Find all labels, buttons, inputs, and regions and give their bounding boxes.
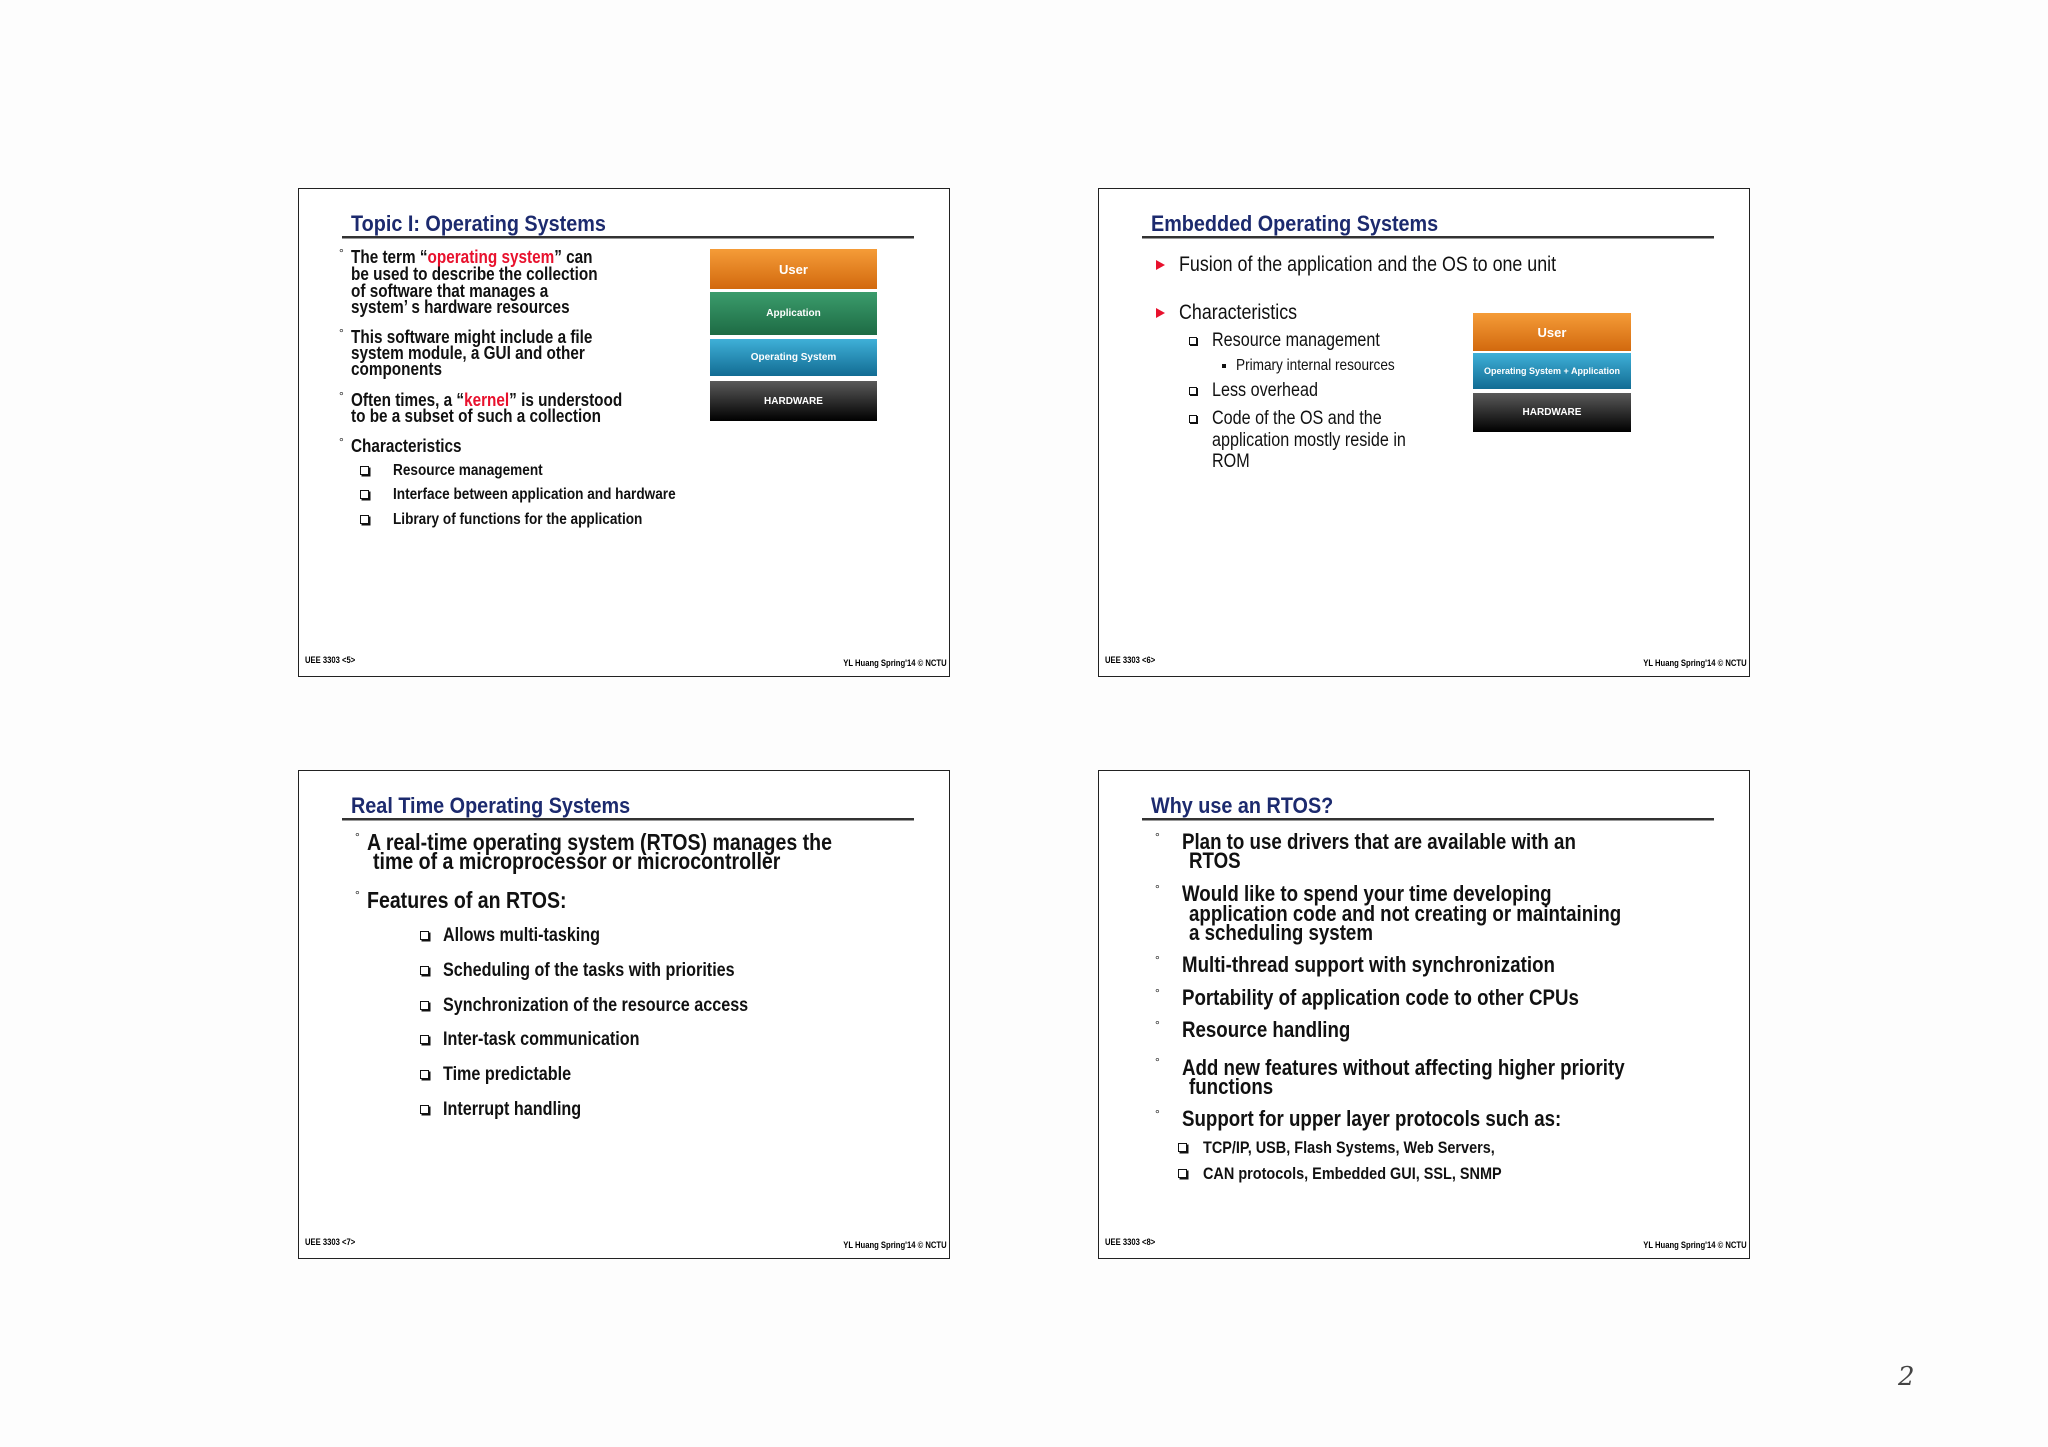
stack-layer-application: Application [710,292,877,335]
slide-footer-author: YL Huang Spring'14 © NCTU [843,1240,947,1250]
feature-item: Scheduling of the tasks with priorities [443,960,735,981]
bullet-line: Features of an RTOS: [367,887,567,913]
bullet-icon: ° [1155,1018,1160,1032]
sub-bullet: Less overhead [1212,380,1318,401]
sub-bullet: Library of functions for the application [393,511,643,528]
title-rule [1142,818,1714,821]
triangle-bullet-icon [1156,260,1165,270]
bullet-line: Resource handling [1182,1017,1351,1042]
stack-layer-os-application: Operating System + Application [1473,353,1631,389]
bullet-line: of software that manages a [351,281,549,301]
slide-footer-author: YL Huang Spring'14 © NCTU [1643,1240,1747,1250]
stack-layer-hardware: HARDWARE [710,381,877,421]
slide-footer-course: UEE 3303 <7> [305,1237,356,1247]
bullet-line: Characteristics [1179,301,1298,324]
sub-bullet: Resource management [1212,330,1380,351]
bullet-line: Characteristics [351,436,462,456]
stack-layer-user: User [710,249,877,289]
feature-item: Interrupt handling [443,1099,582,1120]
slide-footer-author: YL Huang Spring'14 © NCTU [1643,658,1747,668]
bullet-icon: ° [1155,986,1160,1000]
slide-footer-course: UEE 3303 <5> [305,655,356,665]
sub-bullet: Interface between application and hardware [393,486,676,503]
bullet-line: be used to describe the collection [351,264,598,284]
bullet-line: system’ s hardware resources [351,297,570,317]
bullet-line: Portability of application code to other CPUs [1182,985,1579,1010]
title-rule [342,236,914,239]
bullet-line: Often times, a “kernel” is understood [351,390,623,410]
slide-real-time-operating-systems [298,770,950,1259]
checkbox-bullet-icon [420,1001,429,1010]
sub-bullet: Resource management [393,462,543,479]
feature-item: Inter-task communication [443,1029,640,1050]
bullet-line: Add new features without affecting higher priority [1182,1055,1625,1080]
bullet-icon: ° [339,389,344,403]
checkbox-bullet-icon [360,466,369,475]
bullet-line: Multi-thread support with synchronization [1182,952,1555,977]
slide-footer-course: UEE 3303 <6> [1105,655,1156,665]
checkbox-bullet-icon [1178,1169,1187,1178]
stack-layer-hardware: HARDWARE [1473,393,1631,432]
slide-topic-operating-systems [298,188,950,677]
triangle-bullet-icon [1156,308,1165,318]
checkbox-bullet-icon [360,490,369,499]
bullet-icon: ° [1155,1055,1160,1069]
sub-bullet: Code of the OS and the [1212,408,1382,429]
slide-footer-author: YL Huang Spring'14 © NCTU [843,658,947,668]
bullet-line: RTOS [1189,848,1241,873]
slide-why-use-rtos [1098,770,1750,1259]
bullet-line: Would like to spend your time developing [1182,881,1552,906]
feature-item: Allows multi-tasking [443,925,601,946]
checkbox-bullet-icon [420,1035,429,1044]
bullet-icon: ° [339,326,344,340]
checkbox-bullet-icon [360,515,369,524]
bullet-line: application code and not creating or maintaining [1189,901,1622,926]
slide-title: Embedded Operating Systems [1151,211,1439,236]
checkbox-bullet-icon [420,1070,429,1079]
bullet-line: functions [1189,1074,1274,1099]
highlight-term: operating system [427,247,555,267]
checkbox-bullet-icon [420,1105,429,1114]
bullet-line: a scheduling system [1189,920,1373,945]
protocol-item: CAN protocols, Embedded GUI, SSL, SNMP [1203,1164,1502,1183]
checkbox-bullet-icon [1189,337,1197,345]
bullet-icon: ° [1155,1107,1160,1121]
stack-layer-operating-system: Operating System [710,339,877,376]
bullet-icon: ° [1155,830,1160,844]
page-number: 2 [1898,1362,1915,1392]
bullet-line: components [351,359,442,379]
sub-sub-bullet: Primary internal resources [1236,357,1395,374]
sub-bullet: ROM [1212,451,1250,472]
sub-bullet: application mostly reside in [1212,430,1406,451]
bullet-line: Support for upper layer protocols such as: [1182,1106,1562,1131]
bullet-line: to be a subset of such a collection [351,406,601,426]
checkbox-bullet-icon [420,931,429,940]
highlight-term: kernel [464,390,510,410]
bullet-line: A real-time operating system (RTOS) manages the [367,829,832,855]
bullet-icon: ° [1155,953,1160,967]
checkbox-bullet-icon [1178,1143,1187,1152]
bullet-icon: ° [1155,882,1160,896]
bullet-line: time of a microprocessor or microcontroller [373,848,781,874]
slide-title: Real Time Operating Systems [351,793,631,818]
bullet-line: The term “operating system” can [351,247,593,267]
feature-item: Time predictable [443,1064,572,1085]
slide-title: Topic I: Operating Systems [351,211,606,236]
bullet-icon: ° [339,246,344,260]
checkbox-bullet-icon [1189,415,1197,423]
bullet-line: This software might include a file [351,327,593,347]
bullet-icon: ° [339,435,344,449]
title-rule [342,818,914,821]
protocol-item: TCP/IP, USB, Flash Systems, Web Servers, [1203,1138,1495,1157]
stack-layer-user: User [1473,313,1631,351]
feature-item: Synchronization of the resource access [443,995,749,1016]
bullet-line: Plan to use drivers that are available with an [1182,829,1576,854]
slide-title: Why use an RTOS? [1151,793,1334,818]
bullet-icon: ° [355,830,360,844]
square-bullet-icon [1222,364,1226,368]
checkbox-bullet-icon [1189,387,1197,395]
checkbox-bullet-icon [420,966,429,975]
bullet-icon: ° [355,888,360,902]
bullet-line: system module, a GUI and other [351,343,585,363]
bullet-line: Fusion of the application and the OS to one unit [1179,253,1557,276]
slide-embedded-operating-systems [1098,188,1750,677]
slide-footer-course: UEE 3303 <8> [1105,1237,1156,1247]
title-rule [1142,236,1714,239]
